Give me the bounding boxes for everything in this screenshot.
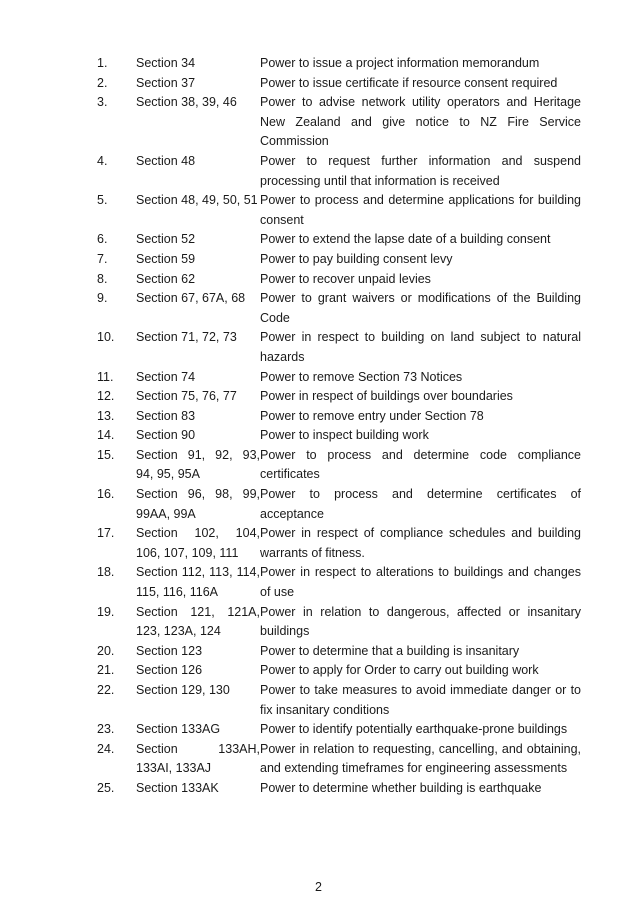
delegation-row [97,191,581,230]
delegation-row [97,289,581,328]
power-description: Power to take measures to avoid immediate danger or to fix insanitary conditions [260,683,581,717]
section-reference: Section 126 [136,663,203,678]
delegation-row [97,681,581,720]
delegation-row [97,603,581,642]
item-number: 2. [97,75,108,90]
power-description: Power to issue a project information memorandum [260,56,540,70]
power-description: Power to request further information and suspend processing until that information is received [260,153,581,188]
item-number: 18. [97,565,115,580]
delegation-row [97,446,581,485]
section-reference: Section 52 [136,232,196,247]
section-reference: Section 123 [136,643,203,658]
delegation-row [97,407,581,427]
power-description: Power to extend the lapse date of a building consent [260,232,551,247]
power-description: Power to recover unpaid levies [260,271,431,286]
section-reference: Section 91, 92, 93, 94, 95, 95A [136,447,260,482]
item-number: 16. [97,487,115,502]
section-reference: Section 48 [136,153,196,168]
section-reference: Section 62 [136,271,196,286]
section-reference: Section 133AH, 133AI, 133AJ [136,741,260,776]
section-reference: Section 133AK [136,780,219,795]
item-number: 3. [97,95,108,110]
item-number: 1. [97,56,108,70]
power-description: Power to inspect building work [260,428,429,443]
power-description: Power to pay building consent levy [260,251,453,266]
delegation-row [97,328,581,367]
section-reference: Section 102, 104, 106, 107, 109, 111 [136,526,260,560]
delegation-row [97,368,581,388]
section-reference: Section 34 [136,56,196,70]
power-description: Power to identify potentially earthquake-prone buildings [260,722,568,737]
power-description: Power in respect of compliance schedules and building warrants of fitness. [260,526,581,560]
section-reference: Section 133AG [136,722,221,737]
item-number: 25. [97,780,115,795]
section-reference: Section 90 [136,428,196,443]
section-reference: Section 83 [136,408,196,423]
item-number: 8. [97,271,108,286]
item-number: 14. [97,428,115,443]
item-number: 20. [97,643,115,658]
delegations-table [97,54,581,799]
item-number: 13. [97,408,115,423]
delegation-row [97,563,581,602]
item-number: 5. [97,193,108,208]
section-reference: Section 121, 121A, 123, 123A, 124 [136,604,260,639]
section-reference: Section 37 [136,75,196,90]
power-description: Power to grant waivers or modifications of the Building Code [260,291,581,325]
power-description: Power to remove Section 73 Notices [260,369,463,384]
section-reference: Section 59 [136,251,196,266]
item-number: 15. [97,447,115,462]
item-number: 10. [97,330,115,345]
item-number: 19. [97,604,115,619]
power-description: Power in relation to dangerous, affected or insanitary buildings [260,604,581,639]
power-description: Power in respect to building on land subject to natural hazards [260,330,581,364]
page-number: 2 [315,880,322,894]
delegation-row [97,740,581,779]
item-number: 9. [97,291,108,306]
section-reference: Section 48, 49, 50, 51 [136,193,258,208]
delegation-row [97,426,581,446]
delegation-row [97,779,581,799]
power-description: Power to process and determine applications for building consent [260,193,581,227]
delegation-row [97,93,581,152]
delegation-row [97,485,581,524]
delegation-row [97,720,581,740]
power-description: Power to process and determine code compliance certificates [260,447,581,482]
power-description: Power to process and determine certificates of acceptance [260,487,581,521]
section-reference: Section 75, 76, 77 [136,389,237,404]
delegation-row [97,642,581,662]
item-number: 24. [97,741,115,756]
item-number: 22. [97,683,115,697]
power-description: Power to remove entry under Section 78 [260,408,484,423]
item-number: 12. [97,389,115,404]
delegation-row [97,54,581,74]
item-number: 4. [97,153,108,168]
power-description: Power in relation to requesting, cancelling, and obtaining, and extending timeframes for engineering assessments [260,741,581,776]
delegation-row [97,152,581,191]
item-number: 11. [97,369,114,384]
section-reference: Section 96, 98, 99, 99AA, 99A [136,487,260,521]
delegation-row [97,250,581,270]
item-number: 7. [97,251,108,266]
section-reference: Section 129, 130 [136,683,230,697]
power-description: Power in respect to alterations to buildings and changes of use [260,565,581,600]
delegations-list [97,54,581,799]
delegation-row [97,524,581,563]
power-description: Power to issue certificate if resource consent required [260,75,558,90]
section-reference: Section 112, 113, 114, 115, 116, 116A [136,565,260,600]
power-description: Power to apply for Order to carry out building work [260,663,539,678]
item-number: 23. [97,722,115,737]
power-description: Power in respect of buildings over boundaries [260,389,513,404]
delegation-row [97,74,581,94]
delegation-row [97,661,581,681]
item-number: 21. [97,663,115,678]
section-reference: Section 71, 72, 73 [136,330,237,345]
power-description: Power to advise network utility operators and Heritage New Zealand and give notice to NZ Fire Service Commission [260,95,581,149]
section-reference: Section 38, 39, 46 [136,95,237,110]
item-number: 6. [97,232,108,247]
section-reference: Section 67, 67A, 68 [136,291,246,306]
delegation-row [97,387,581,407]
power-description: Power to determine whether building is earthquake [260,780,542,795]
power-description: Power to determine that a building is insanitary [260,643,520,658]
section-reference: Section 74 [136,369,196,384]
delegation-row [97,230,581,250]
item-number: 17. [97,526,115,541]
delegation-row [97,270,581,290]
